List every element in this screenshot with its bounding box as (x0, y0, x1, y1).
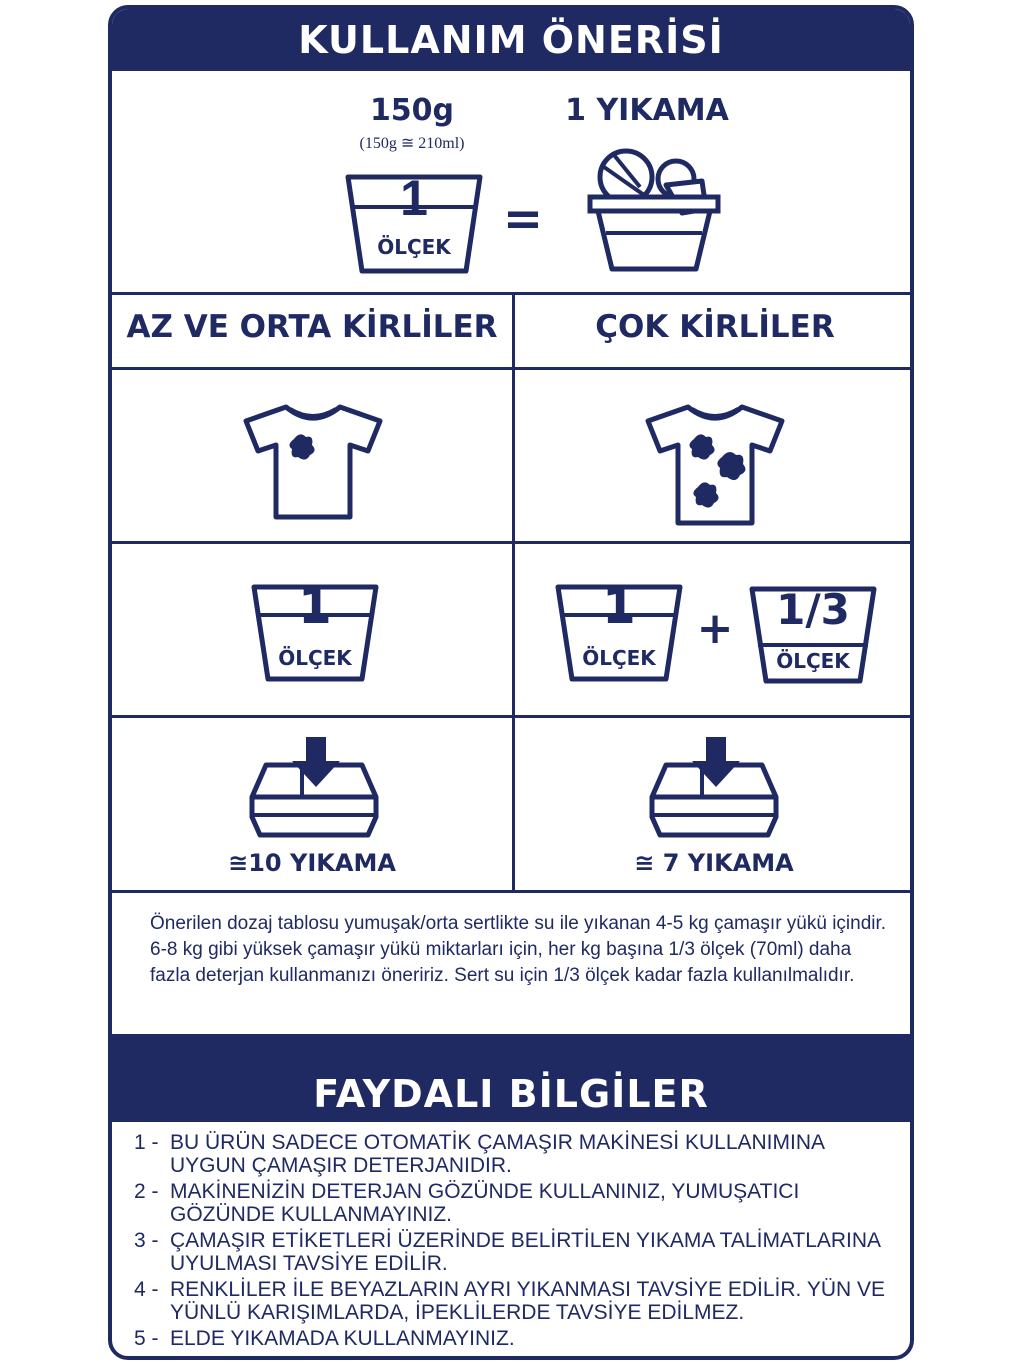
dose-cup-number: 1 (400, 170, 428, 226)
right-wash-count: ≅ 7 YIKAMA (634, 849, 794, 877)
heavy-soil-title: ÇOK KİRLİLER (595, 309, 835, 345)
list-item (134, 1229, 904, 1275)
left-cup-unit: ÖLÇEK (278, 646, 352, 670)
wash-count-label: 1 YIKAMA (565, 93, 729, 128)
light-soil-title: AZ VE ORTA KİRLİLER (126, 309, 498, 345)
detergent-box-icon (644, 731, 784, 841)
detergent-box-icon (244, 731, 384, 841)
plus-sign: + (696, 603, 734, 654)
divider (112, 292, 910, 295)
item-number: 5 - (134, 1327, 159, 1350)
item-number: 3 - (134, 1229, 159, 1252)
item-number: 2 - (134, 1180, 159, 1203)
right-cup-number: 1 (602, 579, 636, 635)
dose-amount: 150g (369, 93, 455, 128)
list-item (134, 1278, 904, 1324)
third-cup-number: 1/3 (776, 585, 850, 634)
equals-sign: = (502, 191, 544, 247)
item-text: BU ÜRÜN SADECE OTOMATİK ÇAMAŞIR MAKİNESİ KULLANIMINA UYGUN ÇAMAŞIR DETERJANIDIR. (170, 1131, 824, 1177)
usage-header: KULLANIM ÖNERİSİ (112, 9, 910, 71)
info-header: FAYDALI BİLGİLER (112, 1034, 910, 1122)
item-number: 4 - (134, 1278, 159, 1301)
list-item (134, 1131, 904, 1177)
light-stain-tshirt-icon (240, 399, 386, 523)
item-text: ÇAMAŞIR ETİKETLERİ ÜZERİNDE BELİRTİLEN YIKAMA TALİMATLARINA UYULMASI TAVSİYE EDİLİR. (170, 1229, 880, 1275)
item-text: MAKİNENİZİN DETERJAN GÖZÜNDE KULLANINIZ, YUMUŞATICI GÖZÜNDE KULLANMAYINIZ. (170, 1180, 800, 1226)
heavy-stain-tshirt-icon (642, 399, 788, 529)
usage-card (108, 5, 914, 1360)
dose-equivalent: (150g ≅ 210ml) (359, 135, 465, 152)
divider (112, 890, 910, 893)
info-list (134, 1131, 904, 1353)
third-cup-unit: ÖLÇEK (776, 649, 850, 673)
right-cup-unit: ÖLÇEK (582, 646, 656, 670)
list-item (134, 1327, 904, 1350)
dosage-note: Önerilen dozaj tablosu yumuşak/orta sertlikte su ile yıkanan 4-5 kg çamaşır yükü içindir. 6-8 kg gibi yüksek çamaşır yükü miktarları için, her kg başına 1/3 ölçek (70ml) daha fazla deterjan kullanmanızı öneririz. Sert su için 1/3 ölçek kadar fazla kullanılmalıdır. (150, 913, 887, 986)
laundry-basket-icon (584, 137, 724, 277)
list-item (134, 1180, 904, 1226)
left-cup-number: 1 (298, 579, 332, 635)
item-text: ELDE YIKAMADA KULLANMAYINIZ. (170, 1327, 515, 1350)
divider (112, 541, 910, 544)
item-number: 1 - (134, 1131, 159, 1154)
dose-cup-unit: ÖLÇEK (377, 235, 451, 259)
item-text: RENKLİLER İLE BEYAZLARIN AYRI YIKANMASI TAVSİYE EDİLİR. YÜN VE YÜNLÜ KARIŞIMLARDA, İPEKLİLERDE TAVSİYE EDİLMEZ. (170, 1278, 886, 1324)
left-wash-count: ≅10 YIKAMA (228, 849, 396, 877)
divider (112, 715, 910, 718)
column-divider (512, 292, 515, 893)
divider (112, 367, 910, 370)
